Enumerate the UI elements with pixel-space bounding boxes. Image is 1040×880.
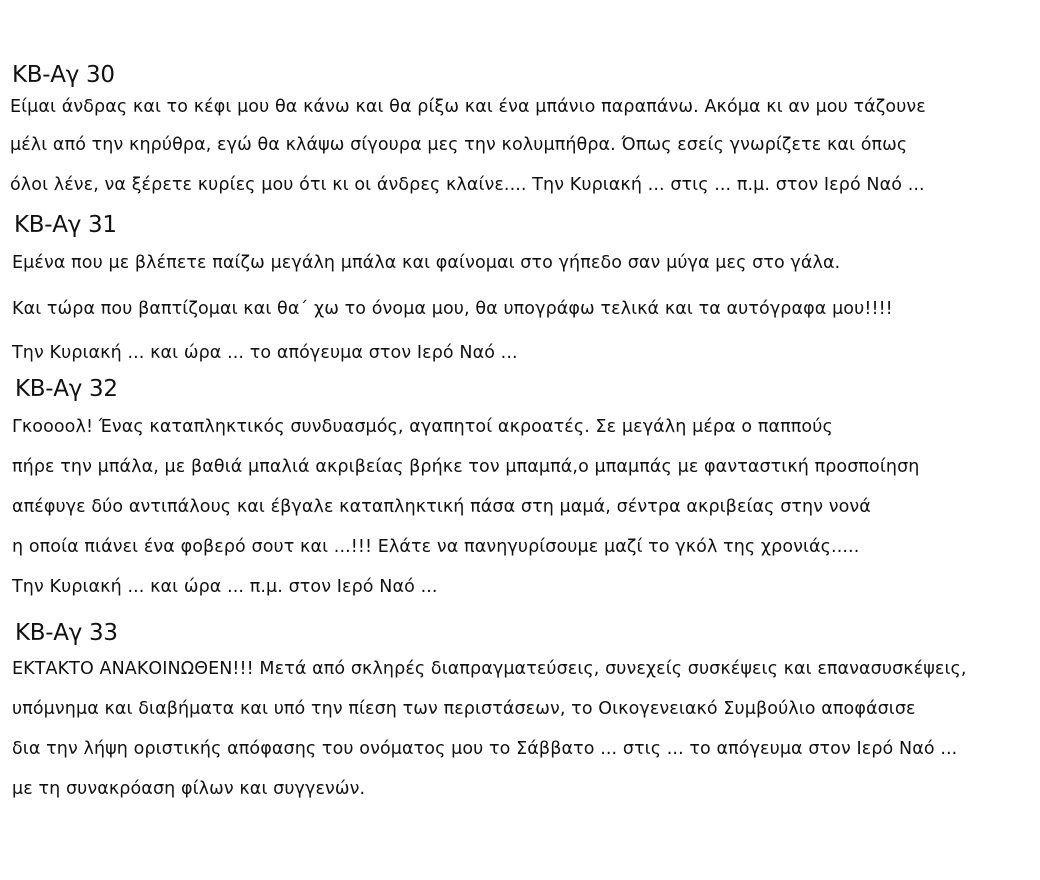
entry-text-line: Και τώρα που βαπτίζομαι και θα΄ χω το όνομα μου, θα υπογράφω τελικά και τα αυτόγραφα μου!!!! — [12, 299, 893, 319]
entry-text-line: η οποία πιάνει ένα φοβερό σουτ και ...!!! Ελάτε να πανηγυρίσουμε μαζί το γκόλ της χρονιάς..... — [12, 537, 860, 557]
entry-code: ΚΒ-Αγ 33 — [15, 620, 118, 646]
entry-text-line: ΕΚΤΑΚΤΟ ΑΝΑΚΟΙΝΩΘΕΝ!!! Μετά από σκληρές διαπραγματεύσεις, συνεχείς συσκέψεις και επανασυσκέψεις, — [12, 659, 967, 679]
entry-code: ΚΒ-Αγ 30 — [12, 62, 115, 88]
entry-text-line: Γκοοοολ! Ένας καταπληκτικός συνδυασμός, αγαπητοί ακροατές. Σε μεγάλη μέρα ο παππούς — [12, 417, 833, 437]
entry-text-line: απέφυγε δύο αντιπάλους και έβγαλε καταπληκτική πάσα στη μαμά, σέντρα ακριβείας στην νονά — [12, 497, 871, 517]
entry-text-line: Την Κυριακή ... και ώρα ... το απόγευμα στον Ιερό Ναό ... — [12, 343, 518, 363]
entry-text-line: υπόμνημα και διαβήματα και υπό την πίεση των περιστάσεων, το Οικογενειακό Συμβούλιο αποφάσισε — [12, 699, 916, 719]
entry-code: ΚΒ-Αγ 32 — [15, 376, 118, 402]
entry-text-line: δια την λήψη οριστικής απόφασης του ονόματος μου το Σάββατο ... στις ... το απόγευμα στον Ιερό Ναό ... — [12, 739, 958, 759]
entry-text-line: πήρε την μπάλα, με βαθιά μπαλιά ακριβείας βρήκε τον μπαμπά,ο μπαμπάς με φανταστική προσποίηση — [12, 457, 920, 477]
entry-text-line: μέλι από την κηρύθρα, εγώ θα κλάψω σίγουρα μες την κολυμπήθρα. Όπως εσείς γνωρίζετε και όπως — [10, 135, 908, 155]
entry-text-line: όλοι λένε, να ξέρετε κυρίες μου ότι κι οι άνδρες κλαίνε.... Την Κυριακή ... στις ... π.μ. στον Ιερό Ναό ... — [10, 175, 925, 195]
entry-text-line: Την Κυριακή ... και ώρα ... π.μ. στον Ιερό Ναό ... — [12, 577, 438, 597]
entry-text-line: Εμένα που με βλέπετε παίζω μεγάλη μπάλα και φαίνομαι στο γήπεδο σαν μύγα μες στο γάλα. — [12, 253, 841, 273]
entry-text-line: με τη συνακρόαση φίλων και συγγενών. — [12, 779, 366, 799]
entry-code: ΚΒ-Αγ 31 — [14, 212, 117, 238]
entry-text-line: Είμαι άνδρας και το κέφι μου θα κάνω και θα ρίξω και ένα μπάνιο παραπάνω. Ακόμα κι αν μου τάζουνε — [10, 97, 926, 117]
